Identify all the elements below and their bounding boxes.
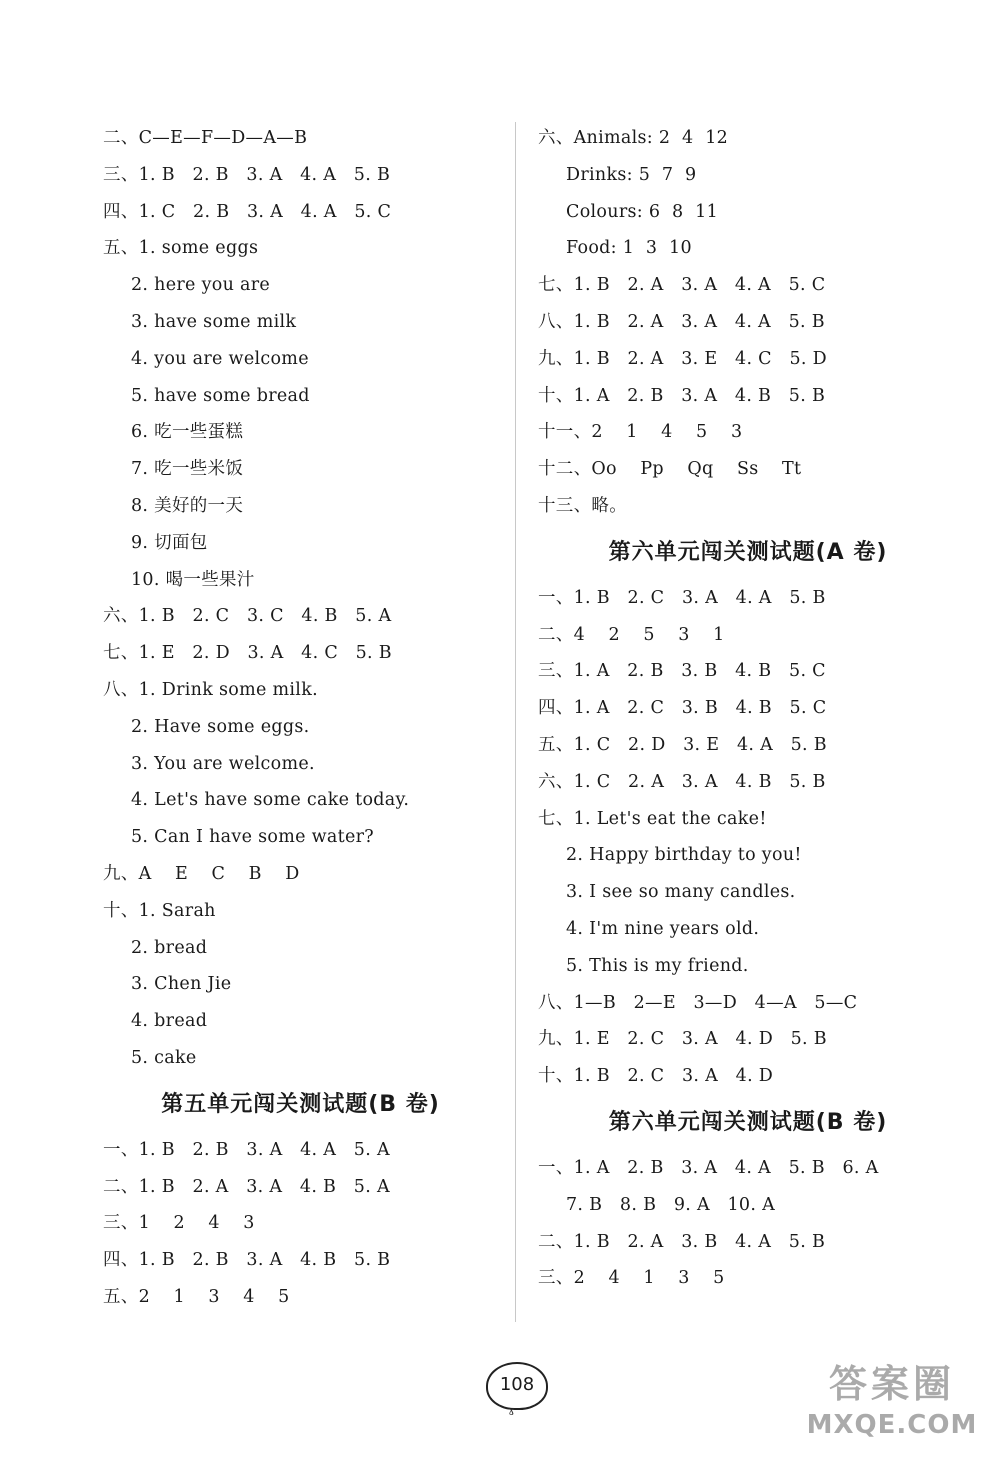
answer-line: 四、1. A 2. C 3. B 4. B 5. C — [538, 698, 827, 719]
answer-line: 二、4 2 5 3 1 — [538, 624, 725, 645]
answer-line: 十二、Oo Pp Qq Ss Tt — [538, 459, 802, 480]
answer-line: 5. have some bread — [131, 385, 310, 406]
answer-line: 4. bread — [131, 1011, 208, 1032]
answer-line: 九、1. E 2. C 3. A 4. D 5. B — [538, 1029, 827, 1050]
answer-line: 五、1. C 2. D 3. E 4. A 5. B — [538, 734, 827, 755]
section-heading: 第六单元闯关测试题(B 卷) — [608, 1109, 888, 1135]
answer-line: 四、1. B 2. B 3. A 4. B 5. B — [103, 1250, 391, 1271]
answer-line: 八、1. Drink some milk. — [103, 679, 318, 700]
answer-line: 七、1. E 2. D 3. A 4. C 5. B — [103, 643, 392, 664]
answer-line: 六、1. B 2. C 3. C 4. B 5. A — [103, 606, 392, 627]
answer-line: 2. here you are — [131, 275, 271, 296]
answer-line: 五、2 1 3 4 5 — [103, 1286, 290, 1307]
answer-line: 3. have some milk — [131, 311, 297, 332]
answer-line: 9. 切面包 — [131, 532, 208, 553]
answer-line: 十、1. A 2. B 3. A 4. B 5. B — [538, 385, 826, 406]
answer-line: 十、1. Sarah — [103, 900, 216, 921]
answer-line: 5. This is my friend. — [566, 955, 749, 976]
answer-line: Drinks: 5 7 9 — [566, 164, 697, 185]
section-heading: 第六单元闯关测试题(A 卷) — [608, 539, 888, 565]
answer-line: 十一、2 1 4 5 3 — [538, 422, 743, 443]
answer-line: 十三、略。 — [538, 495, 627, 516]
answer-line: 3. You are welcome. — [131, 753, 315, 774]
answer-line: 10. 喝一些果汁 — [131, 569, 255, 590]
answer-line: 4. I'm nine years old. — [566, 918, 760, 939]
answer-line: 8. 美好的一天 — [131, 495, 244, 516]
answer-line: 三、1 2 4 3 — [103, 1213, 255, 1234]
answer-line: 2. Have some eggs. — [131, 716, 310, 737]
answer-line: 十、1. B 2. C 3. A 4. D — [538, 1066, 774, 1087]
answer-line: 三、1. A 2. B 3. B 4. B 5. C — [538, 661, 826, 682]
page-number: 108 — [486, 1362, 548, 1410]
answer-line: 5. Can I have some water? — [131, 827, 374, 848]
answer-line: 一、1. A 2. B 3. A 4. A 5. B 6. A — [538, 1157, 879, 1178]
answer-line: 八、1. B 2. A 3. A 4. A 5. B — [538, 311, 825, 332]
answer-line: 九、A E C B D — [103, 863, 300, 884]
watermark-logo — [792, 1360, 992, 1450]
answer-line: 一、1. B 2. C 3. A 4. A 5. B — [538, 587, 826, 608]
answer-line: 八、1—B 2—E 3—D 4—A 5—C — [538, 992, 858, 1013]
answer-line: 二、C—E—F—D—A—B — [103, 128, 308, 148]
answer-line: 2. bread — [131, 937, 208, 958]
answer-line: 九、1. B 2. A 3. E 4. C 5. D — [538, 348, 827, 369]
answer-line: 三、1. B 2. B 3. A 4. A 5. B — [103, 164, 391, 185]
answer-line: 七、1. Let's eat the cake! — [538, 808, 767, 829]
answer-line: 4. Let's have some cake today. — [131, 790, 410, 811]
answer-line: 3. Chen Jie — [131, 974, 232, 995]
section-heading: 第五单元闯关测试题(B 卷) — [161, 1091, 440, 1117]
watermark-url: MXQE.COM — [806, 1410, 978, 1440]
answer-line: 六、1. C 2. A 3. A 4. B 5. B — [538, 771, 826, 792]
answer-line: 四、1. C 2. B 3. A 4. A 5. C — [103, 201, 392, 222]
answer-line: Colours: 6 8 11 — [566, 201, 719, 222]
answer-line: 七、1. B 2. A 3. A 4. A 5. C — [538, 275, 826, 296]
answer-line: 二、1. B 2. A 3. A 4. B 5. A — [103, 1176, 390, 1197]
answer-line: 6. 吃一些蛋糕 — [131, 422, 244, 443]
answer-line: 5. cake — [131, 1047, 197, 1068]
left-answer-column — [103, 120, 498, 1316]
answer-line: 7. 吃一些米饭 — [131, 459, 244, 480]
right-answer-column — [538, 120, 958, 1297]
answer-line: 7. B 8. B 9. A 10. A — [566, 1194, 776, 1215]
column-divider — [515, 122, 516, 1322]
answer-line: 2. Happy birthday to you! — [566, 845, 802, 866]
answer-line: 三、2 4 1 3 5 — [538, 1268, 725, 1289]
answer-line: Food: 1 3 10 — [566, 238, 692, 259]
answer-line: 二、1. B 2. A 3. B 4. A 5. B — [538, 1231, 826, 1252]
page-number-ornament: ɤ — [508, 1404, 515, 1418]
watermark-title: 答案圈 — [828, 1362, 955, 1406]
answer-line: 4. you are welcome — [131, 348, 309, 369]
answer-line: 一、1. B 2. B 3. A 4. A 5. A — [103, 1139, 390, 1160]
answer-line: 3. I see so many candles. — [566, 882, 796, 903]
answer-line: 六、Animals: 2 4 12 — [538, 128, 729, 148]
answer-line: 五、1. some eggs — [103, 238, 259, 259]
